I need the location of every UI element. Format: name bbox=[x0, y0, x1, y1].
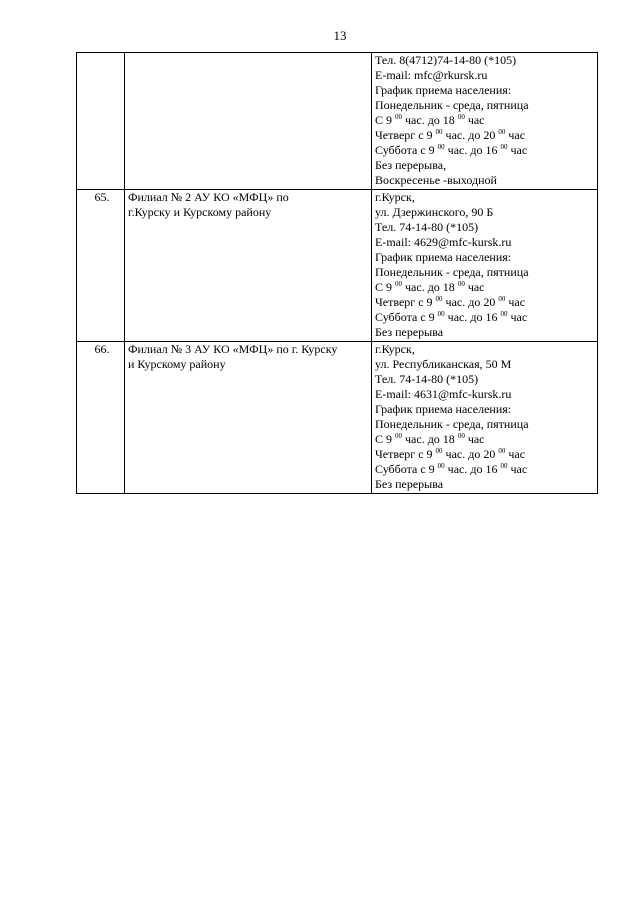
schedule-text: Четверг с 9 bbox=[375, 447, 436, 461]
schedule-text: час. до 16 bbox=[444, 310, 501, 324]
contact-line: ул. Дзержинского, 90 Б bbox=[375, 205, 494, 219]
minutes-superscript: 00 bbox=[437, 462, 445, 470]
minutes-superscript: 00 bbox=[435, 295, 443, 303]
contact-line: ул. Республиканская, 50 М bbox=[375, 357, 512, 371]
schedule-text: час bbox=[464, 280, 485, 294]
contact-line: График приема населения: bbox=[375, 250, 512, 264]
minutes-superscript: 00 bbox=[457, 432, 465, 440]
contact-line: E-mail: mfc@rkursk.ru bbox=[375, 68, 488, 82]
contact-line bbox=[375, 432, 597, 447]
schedule-text: С 9 bbox=[375, 432, 396, 446]
schedule-text: Четверг с 9 bbox=[375, 295, 436, 309]
contact-line bbox=[375, 462, 597, 477]
contact-info-cell bbox=[372, 342, 598, 494]
minutes-superscript: 00 bbox=[500, 310, 508, 318]
schedule-text: час bbox=[507, 310, 528, 324]
page-number: 13 bbox=[333, 28, 347, 43]
contact-line: Без перерыва bbox=[375, 325, 444, 339]
schedule-text: С 9 bbox=[375, 113, 396, 127]
minutes-superscript: 00 bbox=[395, 432, 403, 440]
schedule-text: час bbox=[505, 447, 526, 461]
minutes-superscript: 00 bbox=[395, 280, 403, 288]
row-number-cell: 65. bbox=[77, 190, 125, 342]
branch-name-cell bbox=[125, 342, 372, 494]
contact-line: Понедельник - среда, пятница bbox=[375, 265, 529, 279]
branches-table bbox=[76, 52, 598, 494]
schedule-text: час. до 18 bbox=[402, 280, 458, 294]
schedule-text: Суббота с 9 bbox=[375, 310, 438, 324]
contact-line: Понедельник - среда, пятница bbox=[375, 417, 529, 431]
schedule-text: час. до 20 bbox=[442, 295, 499, 309]
schedule-text: час bbox=[505, 295, 526, 309]
schedule-text: Суббота с 9 bbox=[375, 143, 438, 157]
contact-line: Тел. 74-14-80 (*105) bbox=[375, 372, 479, 386]
branch-name-cell bbox=[125, 53, 372, 190]
schedule-text: Суббота с 9 bbox=[375, 462, 438, 476]
schedule-text: час. до 20 bbox=[442, 447, 499, 461]
contact-info-cell bbox=[372, 53, 598, 190]
schedule-text: час. до 16 bbox=[444, 462, 501, 476]
branch-name-line: Филиал № 3 АУ КО «МФЦ» по г. Курску bbox=[128, 342, 338, 356]
schedule-text: Четверг с 9 bbox=[375, 128, 436, 142]
minutes-superscript: 00 bbox=[457, 113, 465, 121]
contact-line bbox=[375, 295, 597, 310]
schedule-text: час. до 16 bbox=[444, 143, 501, 157]
contact-line: Тел. 74-14-80 (*105) bbox=[375, 220, 479, 234]
table-row bbox=[77, 342, 598, 494]
minutes-superscript: 00 bbox=[435, 447, 443, 455]
contact-line: График приема населения: bbox=[375, 83, 512, 97]
contact-line: г.Курск, bbox=[375, 190, 415, 204]
contact-line bbox=[375, 310, 597, 325]
schedule-text: час. до 18 bbox=[402, 432, 458, 446]
contact-line bbox=[375, 447, 597, 462]
schedule-text: час bbox=[505, 128, 526, 142]
minutes-superscript: 00 bbox=[498, 295, 506, 303]
schedule-text: час bbox=[464, 432, 485, 446]
contact-info-cell bbox=[372, 190, 598, 342]
contact-line: Понедельник - среда, пятница bbox=[375, 98, 529, 112]
schedule-text: час bbox=[507, 462, 528, 476]
branch-name-line: Филиал № 2 АУ КО «МФЦ» по bbox=[128, 190, 289, 204]
minutes-superscript: 00 bbox=[437, 310, 445, 318]
contact-line bbox=[375, 128, 597, 143]
branch-name-cell bbox=[125, 190, 372, 342]
row-number-cell bbox=[77, 53, 125, 190]
schedule-text: час. до 20 bbox=[442, 128, 499, 142]
contact-line: г.Курск, bbox=[375, 342, 415, 356]
row-number-cell: 66. bbox=[77, 342, 125, 494]
minutes-superscript: 00 bbox=[498, 447, 506, 455]
minutes-superscript: 00 bbox=[500, 462, 508, 470]
schedule-text: час bbox=[464, 113, 485, 127]
contact-line: Без перерыва, bbox=[375, 158, 447, 172]
schedule-text: час bbox=[507, 143, 528, 157]
schedule-text: час. до 18 bbox=[402, 113, 458, 127]
table-row bbox=[77, 190, 598, 342]
contact-line bbox=[375, 280, 597, 295]
table-row bbox=[77, 53, 598, 190]
minutes-superscript: 00 bbox=[395, 113, 403, 121]
contact-line: Тел. 8(4712)74-14-80 (*105) bbox=[375, 53, 517, 67]
minutes-superscript: 00 bbox=[457, 280, 465, 288]
minutes-superscript: 00 bbox=[498, 128, 506, 136]
contact-line: E-mail: 4631@mfc-kursk.ru bbox=[375, 387, 512, 401]
contact-line: График приема населения: bbox=[375, 402, 512, 416]
contact-line bbox=[375, 143, 597, 158]
contact-line bbox=[375, 113, 597, 128]
contact-line: Без перерыва bbox=[375, 477, 444, 491]
contact-line: Воскресенье -выходной bbox=[375, 173, 497, 187]
table-body bbox=[77, 53, 598, 494]
branch-name-line: г.Курску и Курскому району bbox=[128, 205, 272, 219]
minutes-superscript: 00 bbox=[437, 143, 445, 151]
schedule-text: С 9 bbox=[375, 280, 396, 294]
minutes-superscript: 00 bbox=[435, 128, 443, 136]
branch-name-line: и Курскому району bbox=[128, 357, 226, 371]
contact-line: E-mail: 4629@mfc-kursk.ru bbox=[375, 235, 512, 249]
minutes-superscript: 00 bbox=[500, 143, 508, 151]
